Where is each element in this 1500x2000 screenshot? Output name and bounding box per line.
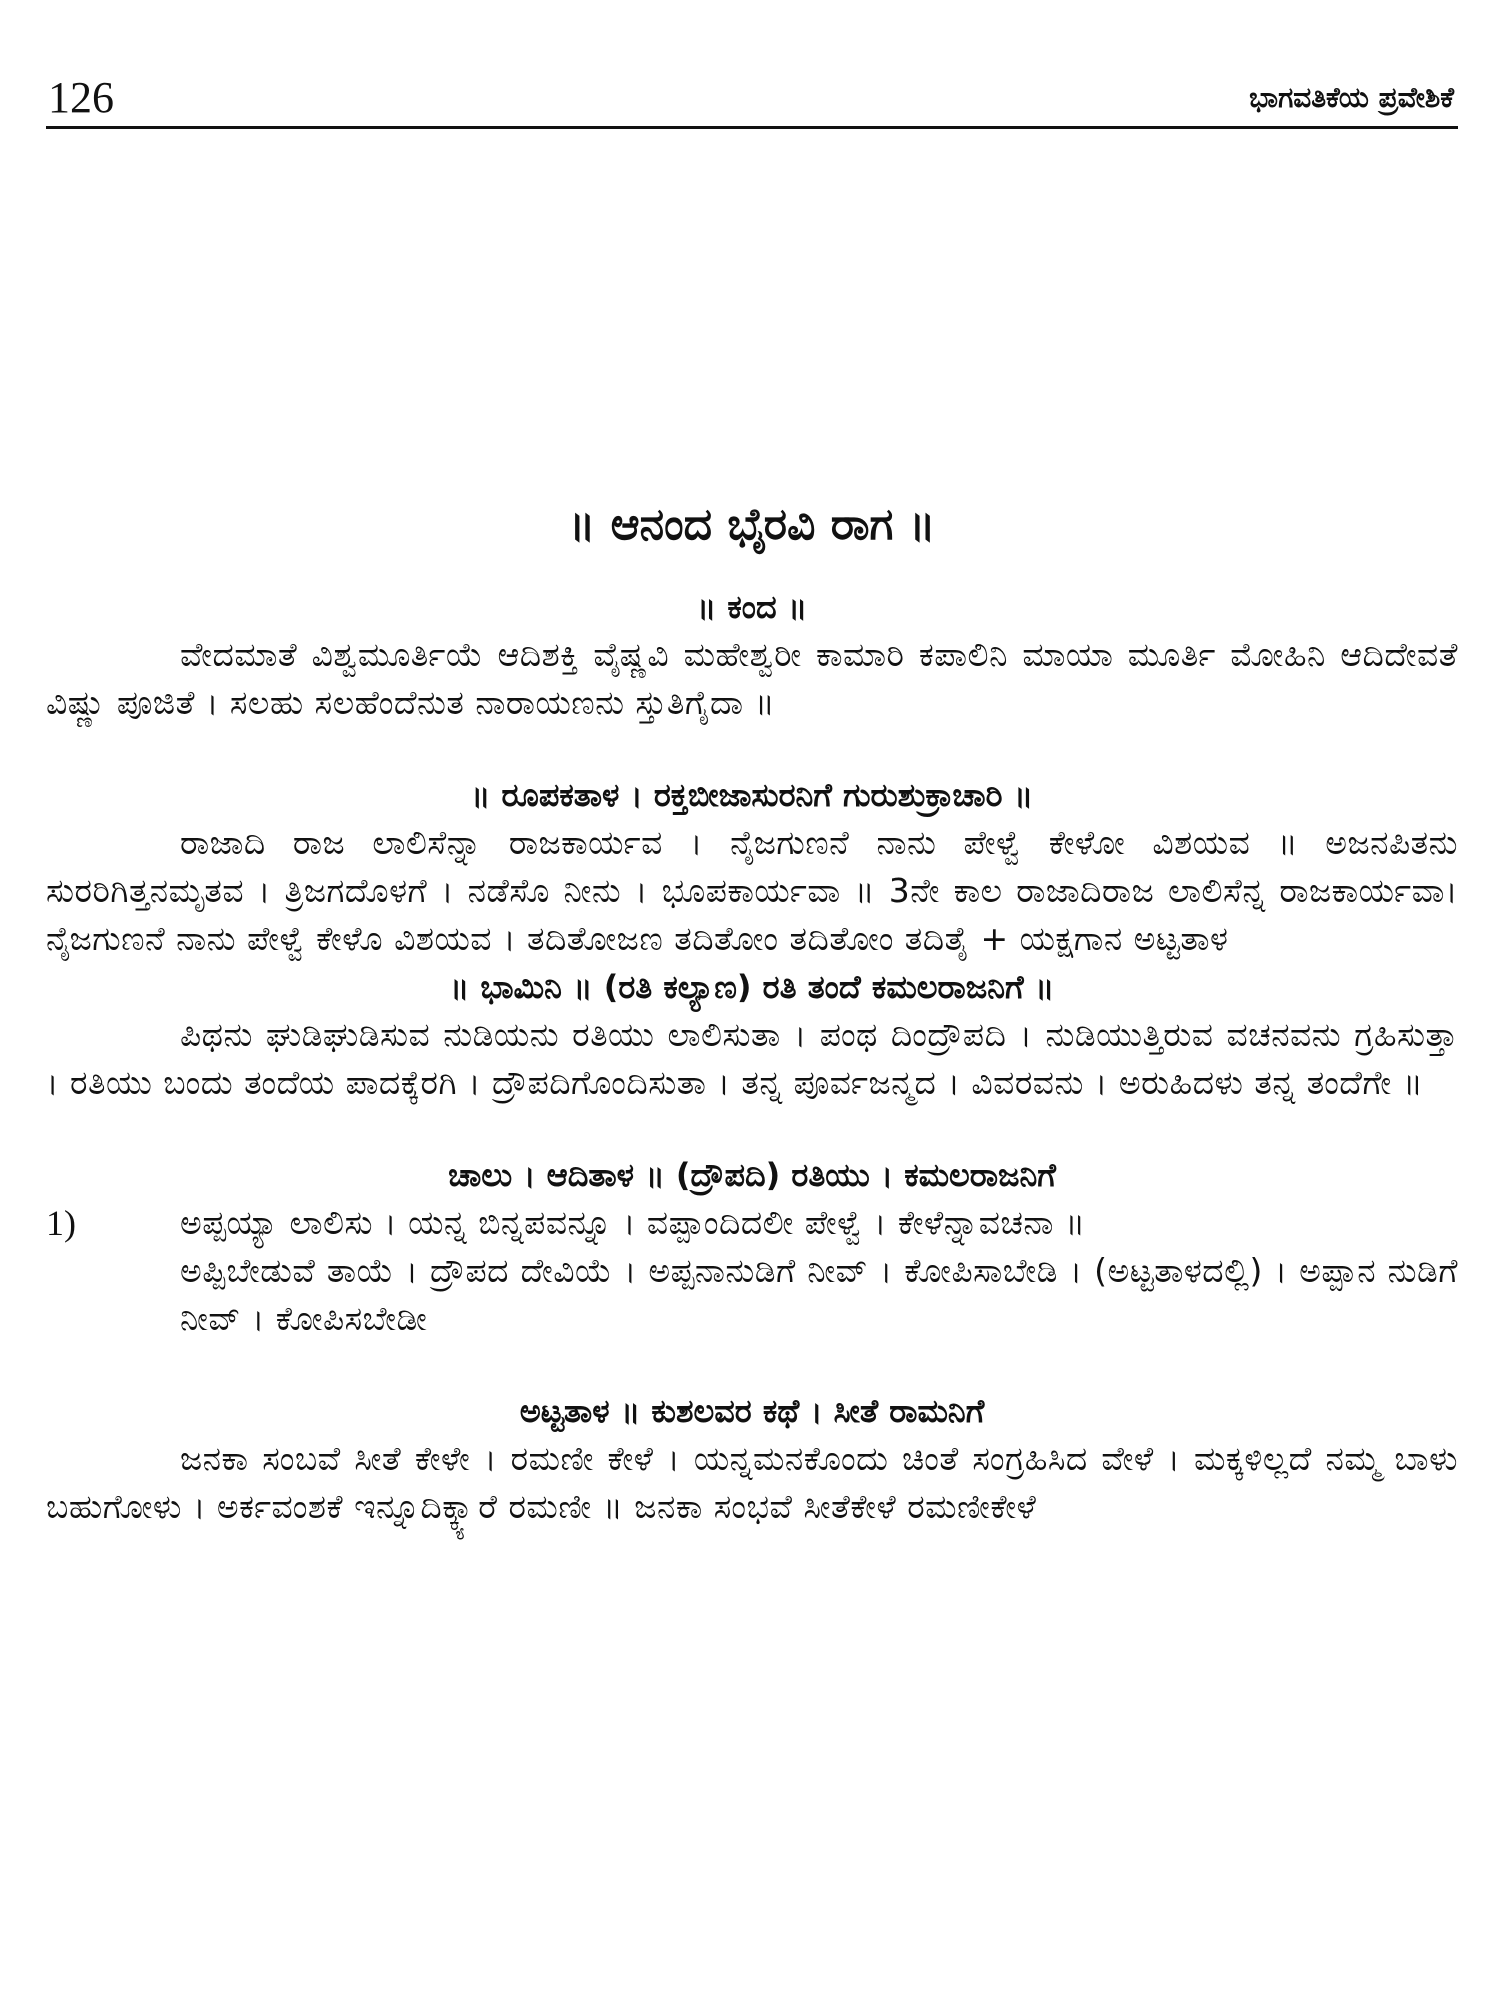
verse-text: ಪಿಥನು ಘುಡಿಘುಡಿಸುವ ನುಡಿಯನು ರತಿಯು ಲಾಲಿಸುತಾ । ಪಂಥ ದಿಂದ್ರೌಪದಿ । ನುಡಿಯುತ್ತಿರುವ ವಚನವನು ಗ್ರಹಿಸುತ್ತಾ । ರತಿಯು ಬಂದು ತಂದೆಯ ಪಾದಕ್ಕೆರಗಿ । ದ್ರೌಪದಿಗೊಂದಿಸುತಾ । ತನ್ನ ಪೂರ್ವಜನ್ಮದ । ವಿವರವನು । ಅರುಹಿದಳು ತನ್ನ ತಂದೆಗೇ ॥ xyxy=(46,1015,1458,1102)
section-rupakatala xyxy=(46,771,1458,963)
page-content xyxy=(46,495,1458,1531)
page-number: 126 xyxy=(48,73,114,122)
section-attatala xyxy=(46,1387,1458,1531)
section-kanda xyxy=(46,583,1458,727)
section-bhamini xyxy=(46,963,1458,1107)
numbered-verse xyxy=(46,1199,1458,1343)
raga-title: ॥ ಆನಂದ ಭೈರವಿ ರಾಗ ॥ xyxy=(568,499,936,550)
verse-line: ಅಪ್ಪಯ್ಯಾ ಲಾಲಿಸು । ಯನ್ನ ಬಿನ್ನಪವನ್ನೂ । ವಪ್ಪಾಂದಿದಲೀ ಪೇಳ್ವೆ । ಕೇಳೆನ್ನಾವಚನಾ ॥ xyxy=(180,1203,1086,1242)
spacer xyxy=(46,727,1458,771)
section-heading: ॥ ಕಂದ ॥ xyxy=(696,588,808,626)
verse-number: 1) xyxy=(46,1203,76,1243)
section-heading: ಅಟ್ಟತಾಳ ॥ ಕುಶಲವರ ಕಥೆ । ಸೀತೆ ರಾಮನಿಗೆ xyxy=(519,1392,985,1430)
running-header xyxy=(46,70,1458,129)
verse-text: ರಾಜಾದಿ ರಾಜ ಲಾಲಿಸೆನ್ನಾ ರಾಜಕಾರ್ಯವ । ನೈಜಗುಣನೆ ನಾನು ಪೇಳ್ವೆ ಕೇಳೋ ವಿಶಯವ ॥ ಅಜನಪಿತನು ಸುರರಿಗಿತ್ತನಮೃತವ । ತ್ರಿಜಗದೊಳಗೆ । ನಡೆಸೊ ನೀನು । ಭೂಪಕಾರ್ಯವಾ ॥ 3ನೇ ಕಾಲ ರಾಜಾದಿರಾಜ ಲಾಲಿಸೆನ್ನ ರಾಜಕಾರ್ಯವಾ। ನೈಜಗುಣನೆ ನಾನು ಪೇಳ್ವೆ ಕೇಳೊ ವಿಶಯವ । ತದಿತೋಜಣ ತದಿತೋಂ ತದಿತೋಂ ತದಿತೈ + ಯಕ್ಷಗಾನ ಅಟ್ಟತಾಳ xyxy=(46,823,1458,958)
section-heading: ಚಾಲು । ಆದಿತಾಳ ॥ (ದ್ರೌಪದಿ) ರತಿಯು । ಕಮಲರಾಜನಿಗೆ xyxy=(448,1156,1056,1194)
verse-text: ಜನಕಾ ಸಂಬವೆ ಸೀತೆ ಕೇಳೇ । ರಮಣೀ ಕೇಳೆ । ಯನ್ನಮನಕೊಂದು ಚಿಂತೆ ಸಂಗ್ರಹಿಸಿದ ವೇಳೆ । ಮಕ್ಕಳಿಲ್ಲದೆ ನಮ್ಮ ಬಾಳು ಬಹುಗೋಳು । ಅರ್ಕವಂಶಕೆ ಇನ್ನೂದಿಕ್ಕ್ಯಾರೆ ರಮಣೀ ॥ ಜನಕಾ ಸಂಭವೆ ಸೀತೆಕೇಳೆ ರಮಣೀಕೇಳೆ xyxy=(46,1439,1458,1526)
book-title: ಭಾಗವತಿಕೆಯ ಪ್ರವೇಶಿಕೆ xyxy=(1249,81,1454,114)
section-chalu xyxy=(46,1151,1458,1343)
verse-line: ಅಪ್ಪಿಬೇಡುವೆ ತಾಯೆ । ದ್ರೌಪದ ದೇವಿಯೆ । ಅಪ್ಪನಾನುಡಿಗೆ ನೀವ್ । ಕೋಪಿಸಾಬೇಡಿ । (ಅಟ್ಟತಾಳದಲ್ಲಿ) । ಅಪ್ಪಾನ ನುಡಿಗೆ ನೀವ್ । ಕೋಪಿಸಬೇಡೀ xyxy=(180,1251,1458,1338)
section-heading: ॥ ಭಾಮಿನಿ ॥ (ರತಿ ಕಲ್ಯಾಣ) ರತಿ ತಂದೆ ಕಮಲರಾಜನಿಗೆ ॥ xyxy=(449,968,1055,1006)
spacer xyxy=(46,1343,1458,1387)
verse-text: ವೇದಮಾತೆ ವಿಶ್ವಮೂರ್ತಿಯೆ ಆದಿಶಕ್ತಿ ವೈಷ್ಣವಿ ಮಹೇಶ್ವರೀ ಕಾಮಾರಿ ಕಪಾಲಿನಿ ಮಾಯಾ ಮೂರ್ತಿ ಮೋಹಿನಿ ಆದಿದೇವತೆ ವಿಷ್ಣು ಪೂಜಿತೆ । ಸಲಹು ಸಲಹೆಂದೆನುತ ನಾರಾಯಣನು ಸ್ತುತಿಗೈದಾ ॥ xyxy=(46,635,1458,722)
section-heading: ॥ ರೂಪಕತಾಳ । ರಕ್ತಬೀಜಾಸುರನಿಗೆ ಗುರುಶುಕ್ರಾಚಾರಿ ॥ xyxy=(470,776,1034,814)
numbered-verse-body xyxy=(180,1199,1458,1343)
spacer xyxy=(46,1107,1458,1151)
